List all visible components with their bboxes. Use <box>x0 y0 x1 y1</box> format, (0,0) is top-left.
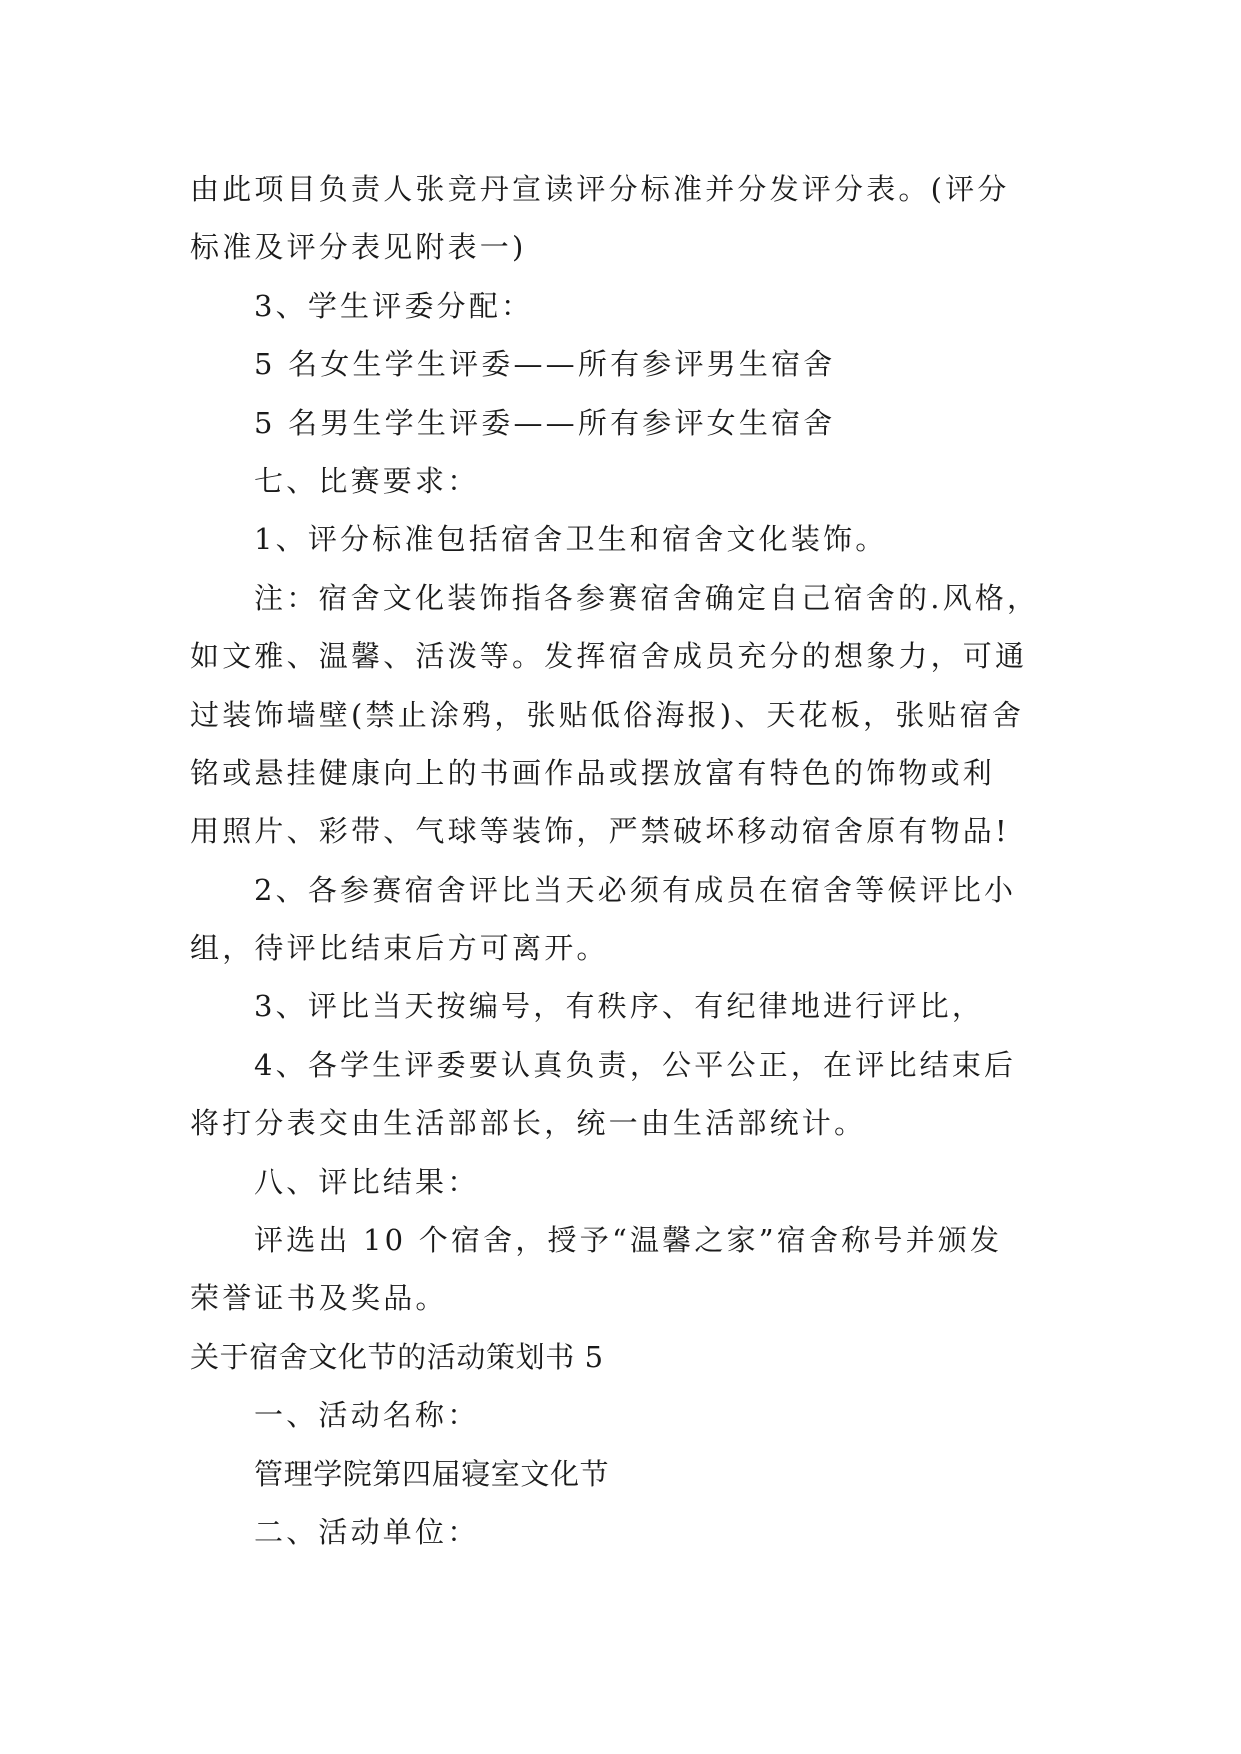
paragraph-line: 2、各参赛宿舍评比当天必须有成员在宿舍等候评比小 <box>254 872 1017 907</box>
paragraph-line: 如文雅、温馨、活泼等。发挥宿舍成员充分的想象力，可通 <box>190 639 1028 674</box>
paragraph-line: 将打分表交由生活部部长，统一由生活部统计。 <box>190 1106 867 1141</box>
paragraph-line: 5 名女生学生评委——所有参评男生宿舍 <box>254 347 836 382</box>
paragraph-line: 管理学院第四届寝室文化节 <box>254 1456 610 1491</box>
paragraph-line: 组，待评比结束后方可离开。 <box>190 931 609 966</box>
paragraph-line: 用照片、彩带、气球等装饰，严禁破坏移动宿舍原有物品! <box>190 814 1010 849</box>
section-item: 3、学生评委分配： <box>254 288 534 323</box>
section-heading: 七、比赛要求： <box>254 463 480 498</box>
paragraph-line: 4、各学生评委要认真负责，公平公正，在评比结束后 <box>254 1047 1017 1082</box>
paragraph-line: 过装饰墙壁(禁止涂鸦，张贴低俗海报)、天花板，张贴宿舍 <box>190 697 1025 732</box>
section-heading: 一、活动名称： <box>254 1398 480 1433</box>
paragraph-line: 评选出 10 个宿舍，授予“温馨之家”宿舍称号并颁发 <box>254 1223 1003 1258</box>
paragraph-line: 1、评分标准包括宿舍卫生和宿舍文化装饰。 <box>254 522 888 557</box>
paragraph-line: 标准及评分表见附表一) <box>190 230 527 265</box>
section-heading: 八、评比结果： <box>254 1164 480 1199</box>
paragraph-line: 注：宿舍文化装饰指各参赛宿舍确定自己宿舍的.风格， <box>254 580 1040 615</box>
paragraph-line: 5 名男生学生评委——所有参评女生宿舍 <box>254 405 836 440</box>
paragraph-line: 铭或悬挂健康向上的书画作品或摆放富有特色的饰物或利 <box>190 755 996 790</box>
section-heading: 二、活动单位： <box>254 1514 480 1549</box>
paragraph-line: 3、评比当天按编号，有秩序、有纪律地进行评比， <box>254 989 985 1024</box>
document-body <box>190 160 1060 1561</box>
paragraph-line: 由此项目负责人张竞丹宣读评分标准并分发评分表。(评分 <box>190 172 1010 206</box>
paragraph-line: 荣誉证书及奖品。 <box>190 1281 448 1316</box>
document-title: 关于宿舍文化节的活动策划书 5 <box>190 1339 604 1374</box>
